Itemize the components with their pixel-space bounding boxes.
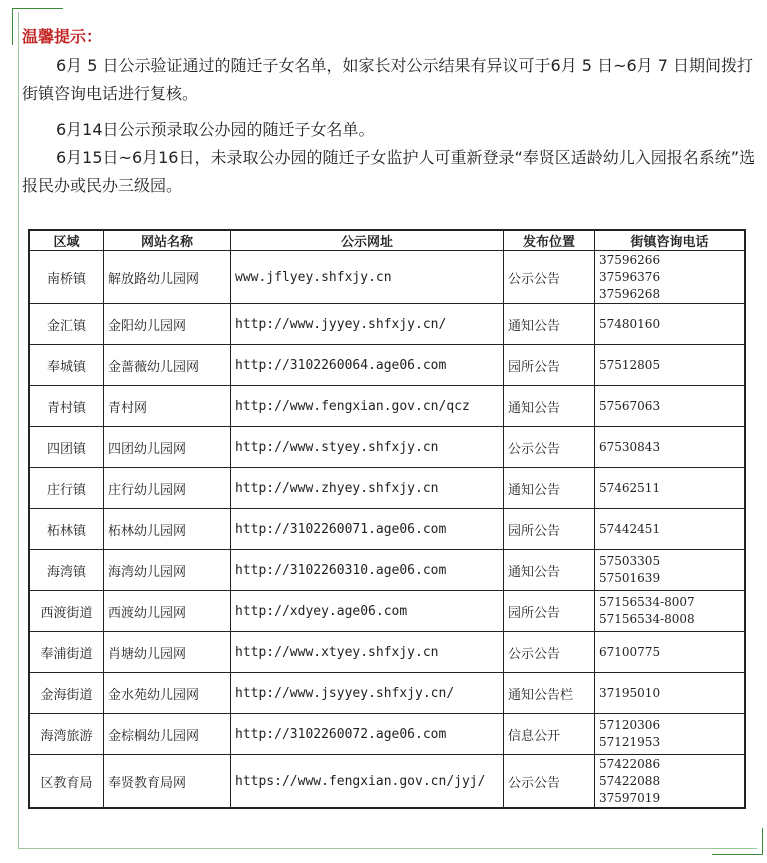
cell-url-link[interactable]: http://xdyey.age06.com bbox=[231, 591, 504, 632]
cell-phone bbox=[595, 468, 746, 509]
cell-url-link[interactable]: https://www.fengxian.gov.cn/jyj/ bbox=[231, 755, 504, 809]
notice-paragraph-1: 6月 5 日公示验证通过的随迁子女名单，如家长对公示结果有异议可于6月 5 日~6月 7 日期间拨打街镇咨询电话进行复核。 bbox=[22, 56, 754, 103]
phone-number: 57512805 bbox=[599, 357, 661, 372]
cell-location: 园所公告 bbox=[504, 509, 595, 550]
cell-region: 西渡街道 bbox=[29, 591, 104, 632]
cell-location: 园所公告 bbox=[504, 591, 595, 632]
cell-region: 金汇镇 bbox=[29, 304, 104, 345]
header-location: 发布位置 bbox=[504, 230, 595, 251]
cell-region: 青村镇 bbox=[29, 386, 104, 427]
header-region: 区域 bbox=[29, 230, 104, 251]
cell-site-name: 奉贤教育局网 bbox=[104, 755, 231, 809]
cell-site-name: 肖塘幼儿园网 bbox=[104, 632, 231, 673]
cell-location: 公示公告 bbox=[504, 251, 595, 304]
phone-number: 57422086 bbox=[599, 756, 661, 771]
cell-region: 南桥镇 bbox=[29, 251, 104, 304]
cell-url-link[interactable]: http://3102260072.age06.com bbox=[231, 714, 504, 755]
cell-phone bbox=[595, 345, 746, 386]
phone-number: 37596268 bbox=[599, 286, 661, 301]
cell-site-name: 庄行幼儿园网 bbox=[104, 468, 231, 509]
table-row bbox=[29, 755, 745, 809]
table-row bbox=[29, 251, 745, 304]
phone-number: 57156534-8008 bbox=[599, 612, 695, 626]
phone-number: 37596266 bbox=[599, 252, 661, 267]
table-row bbox=[29, 632, 745, 673]
notice-paragraph-2: 6月14日公示预录取公办园的随迁子女名单。 bbox=[56, 120, 375, 139]
cell-site-name: 金阳幼儿园网 bbox=[104, 304, 231, 345]
table-row bbox=[29, 591, 745, 632]
cell-url-link[interactable]: http://3102260071.age06.com bbox=[231, 509, 504, 550]
cell-url-link[interactable]: http://3102260064.age06.com bbox=[231, 345, 504, 386]
cell-region: 四团镇 bbox=[29, 427, 104, 468]
cell-phone bbox=[595, 251, 746, 304]
phone-number: 57501639 bbox=[599, 571, 661, 585]
cell-region: 金海街道 bbox=[29, 673, 104, 714]
cell-phone bbox=[595, 550, 746, 591]
table-row bbox=[29, 509, 745, 550]
cell-region: 庄行镇 bbox=[29, 468, 104, 509]
phone-number: 57422088 bbox=[599, 773, 661, 788]
cell-phone bbox=[595, 632, 746, 673]
phone-number: 57503305 bbox=[599, 554, 661, 568]
phone-number: 57567063 bbox=[599, 398, 661, 413]
cell-site-name: 解放路幼儿园网 bbox=[104, 251, 231, 304]
phone-number: 57462511 bbox=[599, 480, 661, 495]
cell-site-name: 金棕榈幼儿园网 bbox=[104, 714, 231, 755]
cell-location: 公示公告 bbox=[504, 427, 595, 468]
cell-phone bbox=[595, 304, 746, 345]
phone-number: 37195010 bbox=[599, 685, 661, 700]
cell-url-link[interactable]: http://www.jyyey.shfxjy.cn/ bbox=[231, 304, 504, 345]
table-row bbox=[29, 304, 745, 345]
cell-site-name: 海湾幼儿园网 bbox=[104, 550, 231, 591]
cell-site-name: 青村网 bbox=[104, 386, 231, 427]
cell-site-name: 金水苑幼儿园网 bbox=[104, 673, 231, 714]
phone-number: 37596376 bbox=[599, 269, 661, 284]
cell-url-link[interactable]: www.jflyey.shfxjy.cn bbox=[231, 251, 504, 304]
cell-location: 通知公告 bbox=[504, 550, 595, 591]
cell-site-name: 西渡幼儿园网 bbox=[104, 591, 231, 632]
cell-phone bbox=[595, 427, 746, 468]
table-row bbox=[29, 427, 745, 468]
cell-phone bbox=[595, 591, 746, 632]
phone-number: 57156534-8007 bbox=[599, 595, 695, 609]
cell-region: 奉浦街道 bbox=[29, 632, 104, 673]
cell-phone bbox=[595, 755, 746, 809]
cell-location: 公示公告 bbox=[504, 632, 595, 673]
phone-number: 57442451 bbox=[599, 521, 661, 536]
cell-region: 奉城镇 bbox=[29, 345, 104, 386]
table-header-row bbox=[29, 230, 745, 251]
cell-location: 通知公告 bbox=[504, 468, 595, 509]
cell-phone bbox=[595, 714, 746, 755]
cell-url-link[interactable]: http://www.xtyey.shfxjy.cn bbox=[231, 632, 504, 673]
cell-url-link[interactable]: http://www.fengxian.gov.cn/qcz bbox=[231, 386, 504, 427]
cell-url-link[interactable]: http://www.styey.shfxjy.cn bbox=[231, 427, 504, 468]
phone-number: 57480160 bbox=[599, 316, 661, 331]
table-row bbox=[29, 468, 745, 509]
header-url: 公示网址 bbox=[231, 230, 504, 251]
cell-region: 柘林镇 bbox=[29, 509, 104, 550]
cell-url-link[interactable]: http://www.jsyyey.shfxjy.cn/ bbox=[231, 673, 504, 714]
cell-site-name: 四团幼儿园网 bbox=[104, 427, 231, 468]
phone-number: 67530843 bbox=[599, 439, 661, 454]
cell-location: 园所公告 bbox=[504, 345, 595, 386]
cell-phone bbox=[595, 673, 746, 714]
table-row bbox=[29, 550, 745, 591]
cell-url-link[interactable]: http://www.zhyey.shfxjy.cn bbox=[231, 468, 504, 509]
phone-number: 57121953 bbox=[599, 735, 661, 749]
header-phone: 街镇咨询电话 bbox=[595, 230, 746, 251]
table-row bbox=[29, 345, 745, 386]
cell-location: 通知公告 bbox=[504, 386, 595, 427]
notice-paragraph-3: 6月15日~6月16日，未录取公办园的随迁子女监护人可重新登录“奉贤区适龄幼儿入园报名系统”选报民办或民办三级园。 bbox=[22, 148, 756, 195]
cell-region: 区教育局 bbox=[29, 755, 104, 809]
table-row bbox=[29, 673, 745, 714]
cell-location: 信息公开 bbox=[504, 714, 595, 755]
cell-location: 公示公告 bbox=[504, 755, 595, 809]
phone-number: 37597019 bbox=[599, 790, 661, 805]
table-row bbox=[29, 714, 745, 755]
cell-phone bbox=[595, 509, 746, 550]
phone-number: 67100775 bbox=[599, 644, 661, 659]
cell-site-name: 柘林幼儿园网 bbox=[104, 509, 231, 550]
cell-region: 海湾旅游 bbox=[29, 714, 104, 755]
notice-title: 温馨提示： bbox=[22, 27, 103, 46]
cell-url-link[interactable]: http://3102260310.age06.com bbox=[231, 550, 504, 591]
phone-number: 57120306 bbox=[599, 718, 661, 732]
kindergarten-notice-table bbox=[28, 229, 746, 809]
cell-phone bbox=[595, 386, 746, 427]
cell-location: 通知公告栏 bbox=[504, 673, 595, 714]
table-row bbox=[29, 386, 745, 427]
cell-site-name: 金蔷薇幼儿园网 bbox=[104, 345, 231, 386]
header-site-name: 网站名称 bbox=[104, 230, 231, 251]
cell-region: 海湾镇 bbox=[29, 550, 104, 591]
cell-location: 通知公告 bbox=[504, 304, 595, 345]
